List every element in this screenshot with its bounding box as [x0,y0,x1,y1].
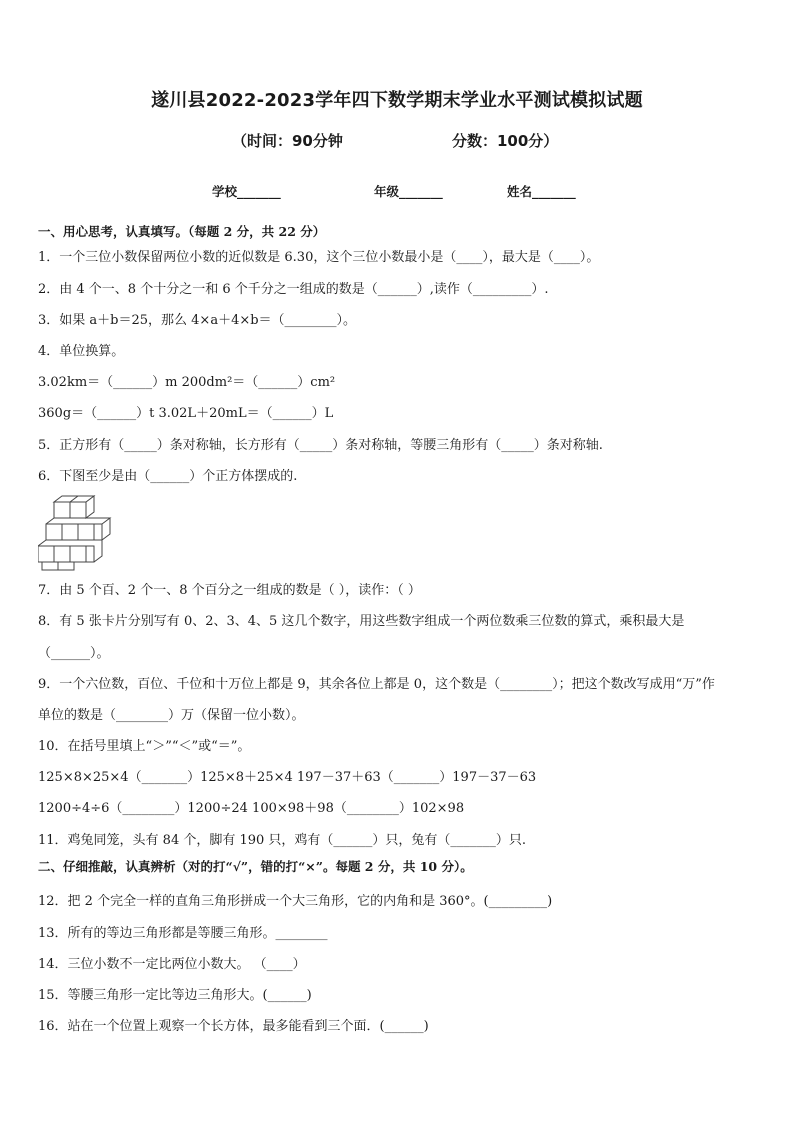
question-11: 11．鸡兔同笼，头有 84 个，脚有 190 只，鸡有（______）只，兔有（_______）只. [38,833,527,848]
question-6: 6．下图至少是由（______）个正方体摆成的. [38,469,298,484]
section-2-heading: 二、仔细推敲，认真辨析（对的打“√”，错的打“×”。每题 2 分，共 10 分）。 [38,859,473,874]
question-12: 12．把 2 个完全一样的直角三角形拼成一个大三角形，它的内角和是 360°。(_________) [38,894,553,909]
question-16: 16．站在一个位置上观察一个长方体，最多能看到三个面．(______) [38,1019,429,1034]
question-1: 1．一个三位小数保留两位小数的近似数是 6.30，这个三位小数最小是（____），最大是（____）。 [38,250,600,265]
question-8-answer: （______）。 [38,646,110,661]
question-2: 2．由 4 个一、8 个十分之一和 6 个千分之一组成的数是（______）,读作（_________）. [38,282,549,297]
question-9-continued: 单位的数是（________）万（保留一位小数）。 [38,708,305,723]
question-3: 3．如果 a＋b＝25，那么 4×a＋4×b＝（________）。 [38,313,357,328]
exam-title: 遂川县2022-2023学年四下数学期末学业水平测试模拟试题 [151,90,643,111]
question-8: 8．有 5 张卡片分别写有 0、2、3、4、5 这几个数字，用这些数字组成一个两位数乘三位数的算式，乘积最大是 [38,614,685,629]
cube-stack-figure [38,494,118,572]
school-field: 学校_______ [212,184,281,199]
question-9: 9．一个六位数，百位、千位和十万位上都是 9，其余各位上都是 0，这个数是（________）；把这个数改写成用“万”作 [38,677,715,692]
question-10-row-2: 1200÷4÷6（________）1200÷24 100×98＋98（________）102×98 [38,801,465,816]
question-13: 13．所有的等边三角形都是等腰三角形。________ [38,926,328,941]
question-14: 14．三位小数不一定比两位小数大。 （____） [38,957,306,972]
question-10-row-1: 125×8×25×4（_______）125×8＋25×4 197－37＋63（_______）197－37－63 [38,770,537,785]
question-4: 4．单位换算。 [38,344,125,359]
exam-time: （时间：90分钟 [232,132,343,150]
grade-field: 年级_______ [374,184,443,199]
question-10: 10．在括号里填上“＞”“＜”或“＝”。 [38,739,251,754]
question-15: 15．等腰三角形一定比等边三角形大。(______) [38,988,312,1003]
name-field: 姓名_______ [507,184,576,199]
question-5: 5．正方形有（_____）条对称轴，长方形有（_____）条对称轴，等腰三角形有（_____）条对称轴. [38,438,603,453]
exam-score: 分数：100分） [452,132,559,150]
question-7: 7．由 5 个百、2 个一、8 个百分之一组成的数是（ ），读作：（ ） [38,583,421,598]
question-4-row-2: 360g＝（______）t 3.02L＋20mL＝（______）L [38,406,334,421]
section-1-heading: 一、用心思考，认真填写。（每题 2 分，共 22 分） [38,224,326,239]
question-4-row-1: 3.02km＝（______）m 200dm²＝（______）cm² [38,375,336,390]
